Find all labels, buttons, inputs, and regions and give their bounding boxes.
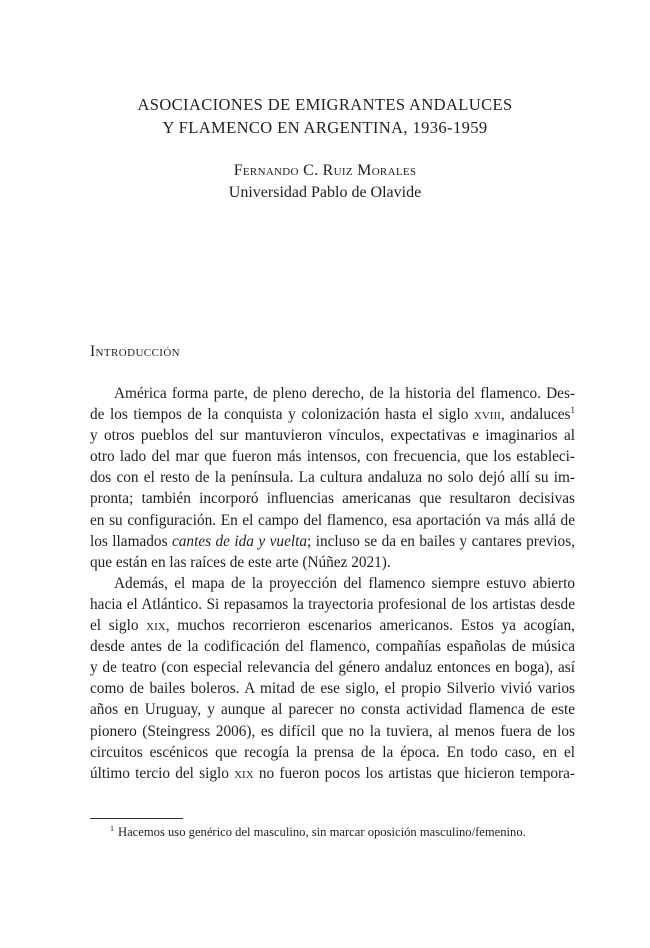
body-line: América forma parte, de pleno derecho, de la historia del flamenco. Des- [114, 385, 575, 402]
footnote-number: 1 [110, 824, 114, 833]
body-line: desde antes de la codificación del flamenco, compañías españolas de música [90, 638, 575, 656]
body-line: otro lado del mar que fueron más intensos, con frecuencia, que los estableci- [90, 448, 575, 466]
body-line: pronta; también incorporó influencias americanas que resultaron decisivas [90, 490, 575, 508]
body-line: como de bailes boleros. A mitad de ese siglo, el propio Silverio vivió varios [90, 680, 575, 698]
body-line: los llamados cantes de ida y vuelta; incluso se da en bailes y cantares previos, [90, 532, 575, 550]
footnote-marker: 1 [570, 405, 575, 416]
body-line: Además, el mapa de la proyección del flamenco siempre estuvo abierto [114, 574, 575, 592]
body-line: y de teatro (con especial relevancia del género andaluz entonces en boga), así [90, 659, 575, 677]
body-line: el siglo xix, muchos recorrieron escenarios americanos. Estos ya acogían, [90, 617, 575, 635]
article-title-line-1: ASOCIACIONES DE EMIGRANTES ANDALUCES [137, 95, 513, 114]
footnote [110, 823, 526, 841]
body-line: y otros pueblos del sur mantuvieron vínculos, expectativas e imaginarios al [90, 427, 575, 445]
article-title-line-2: Y FLAMENCO EN ARGENTINA, 1936-1959 [162, 118, 488, 137]
body-line: dos con el resto de la península. La cultura andaluza no solo dejó allí su im- [90, 469, 575, 487]
body-line: que están en las raíces de este arte (Núñez 2021). [90, 553, 391, 571]
author-name: Fernando C. Ruiz Morales [233, 162, 417, 179]
section-heading: Introducción [90, 343, 181, 360]
body-line: años en Uruguay, y aunque al parecer no consta actividad flamenca de este [90, 701, 575, 719]
body-line: de los tiempos de la conquista y colonización hasta el siglo xviii, andaluces$^1$ [90, 405, 575, 424]
body-line: último tercio del siglo xix no fueron pocos los artistas que hicieron tempora- [90, 764, 575, 782]
body-line: pionero (Steingress 2006), es difícil que no la tuviera, al menos fuera de los [90, 722, 575, 740]
body-line: en su configuración. En el campo del flamenco, esa aportación va más allá de [90, 511, 575, 529]
footnote-text: Hacemos uso genérico del masculino, sin marcar oposición masculino/femenino. [118, 825, 526, 839]
body-line: circuitos escénicos que recogía la prensa de la época. En todo caso, en el [90, 743, 575, 761]
body-text [90, 383, 575, 784]
body-line: hacia el Atlántico. Si repasamos la trayectoria profesional de los artistas desde [90, 595, 575, 613]
author-affiliation: Universidad Pablo de Olavide [228, 184, 422, 201]
footnote-separator [90, 818, 183, 819]
